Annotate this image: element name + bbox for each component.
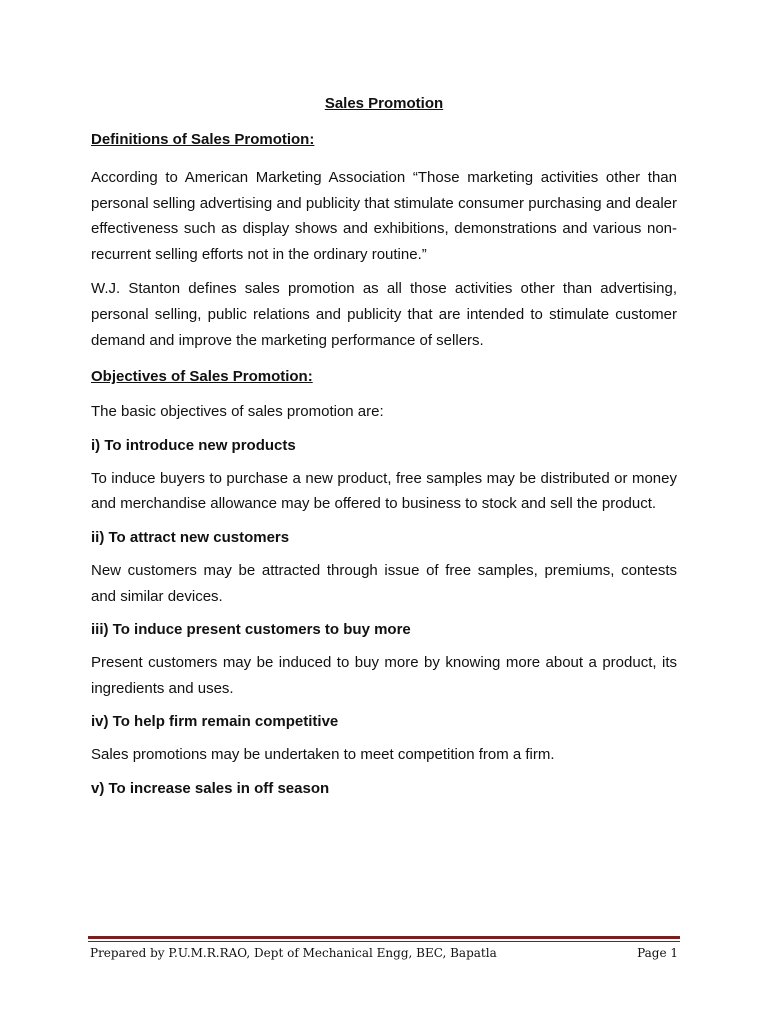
objectives-intro: The basic objectives of sales promotion are:: [91, 403, 384, 421]
objective-heading: v) To increase sales in off season: [91, 779, 330, 797]
footer-credit: Prepared by P.U.M.R.RAO, Dept of Mechanical Engg, BEC, Bapatla: [90, 946, 497, 960]
objective-heading: i) To introduce new products: [91, 436, 296, 454]
objective-text: Present customers may be induced to buy more by knowing more about a product, its ingredients and uses.: [91, 654, 677, 697]
document-body: [91, 92, 677, 799]
page-footer: [90, 944, 678, 962]
definition-ama: According to American Marketing Association “Those marketing activities other than personal selling advertising and publicity that stimulate consumer purchasing and dealer effectiveness such as display shows and exhibitions, demonstrations and various non-recurrent selling efforts not in the ordinary routine.”: [91, 169, 677, 263]
objective-text: New customers may be attracted through issue of free samples, premiums, contests and similar devices.: [91, 561, 677, 605]
page-number: Page 1: [637, 946, 678, 960]
objectives-heading: Objectives of Sales Promotion:: [91, 368, 313, 386]
definitions-heading: Definitions of Sales Promotion:: [91, 131, 315, 148]
objective-text: Sales promotions may be undertaken to meet competition from a firm.: [91, 746, 555, 764]
objective-heading: ii) To attract new customers: [91, 528, 290, 546]
objective-text: To induce buyers to purchase a new product, free samples may be distributed or money and merchandise allowance may be offered to business to stock and sell the product.: [91, 469, 677, 513]
objective-heading: iii) To induce present customers to buy more: [91, 621, 411, 639]
page-title: Sales Promotion: [324, 95, 444, 112]
footer-divider: [88, 936, 680, 939]
objective-heading: iv) To help firm remain competitive: [91, 713, 339, 731]
footer-divider-thin: [88, 941, 680, 942]
definition-stanton: W.J. Stanton defines sales promotion as all those activities other than advertising, personal selling, public relations and publicity that are intended to stimulate customer demand and improve the marketing performance of sellers.: [91, 280, 677, 349]
